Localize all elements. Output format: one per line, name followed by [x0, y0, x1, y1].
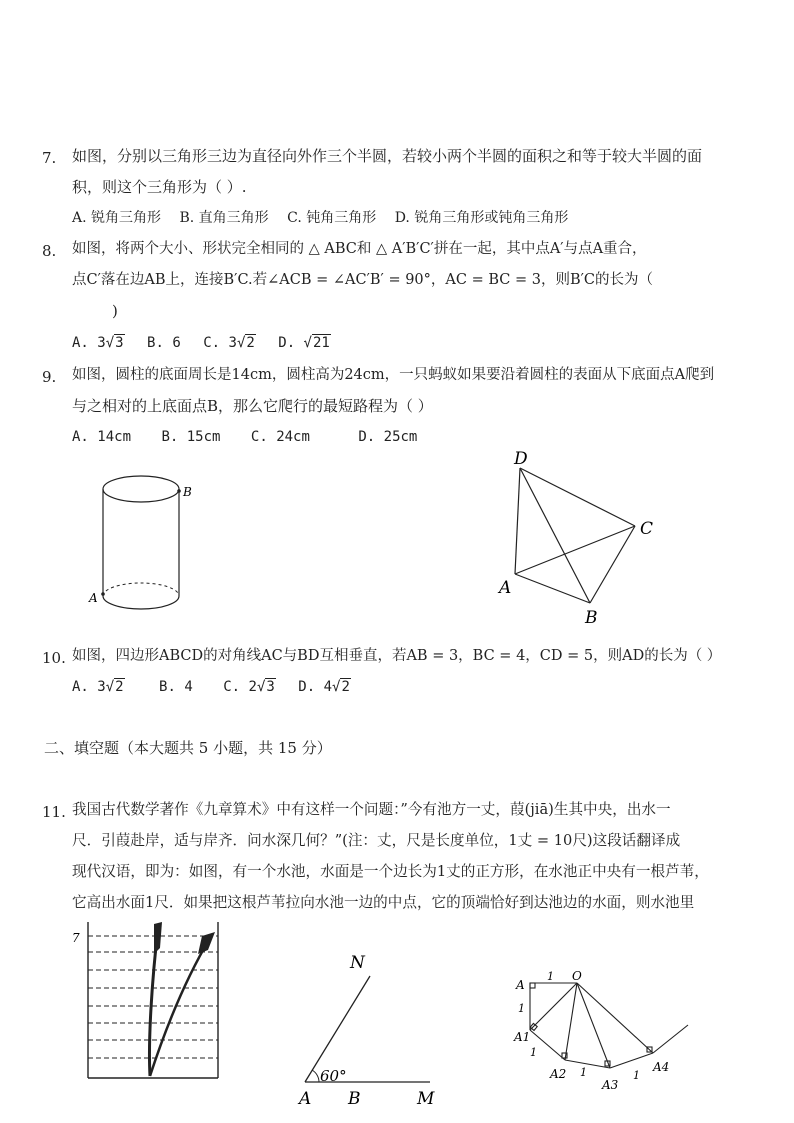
spiral-label-a3: A3	[602, 1078, 619, 1092]
q10-option-c-label: C.	[223, 679, 241, 695]
q10-text-line1: 如图，四边形ABCD的对角线AC与BD互相垂直，若AB = 3，BC = 4，CD = 5，则AD的长为（ ）	[72, 648, 722, 664]
q10-option-d-label: D.	[298, 679, 316, 695]
spiral-label-o: O	[572, 969, 582, 983]
q7-number: 7.	[42, 149, 57, 167]
q8-option-b-value: 6	[172, 335, 181, 351]
q8-option-c-label: C.	[203, 335, 221, 351]
q10-option-a: A. 3√2	[72, 679, 124, 695]
spiral-len-a1a2: 1	[530, 1046, 537, 1059]
q8-text-line1: 如图，将两个大小、形状完全相同的 △ ABC和 △ A′B′C′拼在一起，其中点A′与点A重合，	[72, 241, 647, 257]
spiral-len-a3a4: 1	[633, 1069, 640, 1082]
q9-option-c: C. 24cm	[250, 429, 310, 445]
q11-text-line2: 尺．引葭赴岸，适与岸齐．问水深几何？”(注：丈，尺是长度单位，1丈 = 10尺)这段话翻译成	[72, 832, 681, 849]
q7-text-line2: 积，则这个三角形为（ ）.	[72, 178, 247, 196]
angle-label-a: A	[299, 1089, 312, 1109]
q10-option-d-coef: 4	[323, 679, 332, 695]
section-heading: 二、填空题（本大题共 5 小题，共 15 分）	[44, 739, 332, 757]
q9-text-line2: 与之相对的上底面点B，那么它爬行的最短路程为（ ）	[72, 397, 433, 415]
q8-options	[72, 333, 345, 353]
cylinder-label-a: A	[89, 591, 98, 605]
q8-option-d: D. √21	[278, 335, 330, 351]
spiral-label-a4: A4	[653, 1060, 670, 1074]
q11-text-line4: 它高出水面1尺．如果把这根芦苇拉向水池一边的中点，它的顶端恰好到达池边的水面，则水池里	[72, 894, 695, 911]
q11-text-line3: 现代汉语，即为：如图，有一个水池，水面是一个边长为1丈的正方形，在水池正中央有一根芦苇，	[72, 863, 709, 880]
angle-label-m: M	[417, 1089, 435, 1109]
q10-option-a-radicand: 2	[115, 679, 124, 695]
q8-option-c-radicand: 2	[246, 335, 255, 351]
q7-option-b: B. 直角三角形	[179, 210, 269, 226]
q11-number: 11.	[42, 803, 66, 821]
quad-label-c: C	[640, 519, 654, 539]
q9-option-b: B. 15cm	[161, 429, 221, 445]
q7-option-a: A. 锐角三角形	[72, 210, 162, 226]
q10-option-b	[159, 677, 193, 697]
q8-option-d-label: D.	[278, 335, 296, 351]
q11-text-line1: 我国古代数学著作《九章算术》中有这样一个问题：”今有池方一丈，葭(jiā)生其中央，出水一	[72, 801, 671, 818]
q8-option-b	[147, 333, 181, 353]
q8-number: 8.	[42, 242, 57, 260]
quad-label-a: A	[499, 578, 512, 598]
quad-label-b: B	[585, 608, 598, 628]
q10-option-a-label: A.	[72, 679, 89, 695]
angle-label-b: B	[348, 1089, 361, 1109]
q10-option-b-label: B.	[159, 679, 176, 695]
q10-option-c-coef: 2	[248, 679, 257, 695]
quad-label-d: D	[514, 449, 528, 469]
q8-option-a-coef: 3	[97, 335, 106, 351]
q10-option-d: D. 4√2	[298, 679, 350, 695]
q10-options	[72, 677, 365, 697]
q9-option-d: D. 25cm	[358, 429, 418, 445]
q10-option-a-coef: 3	[97, 679, 106, 695]
spiral-figure	[505, 965, 705, 1095]
quadrilateral-figure	[495, 448, 675, 628]
q9-text-line1: 如图，圆柱的底面周长是14cm，圆柱高为24cm，一只蚂蚁如果要沿着圆柱的表面从下底面点A爬到	[72, 367, 715, 383]
q8-option-a-label: A.	[72, 335, 89, 351]
q9-option-a: A. 14cm	[72, 429, 132, 445]
q8-option-a: A. 3√3	[72, 335, 124, 351]
q9-options	[72, 427, 431, 447]
spiral-label-a: A	[516, 978, 525, 992]
spiral-len-ao: 1	[547, 970, 554, 983]
pond-label: 7	[72, 931, 80, 945]
q10-option-c: C. 2√3	[223, 679, 275, 695]
angle-value: 60°	[320, 1067, 347, 1085]
spiral-label-a2: A2	[550, 1067, 567, 1081]
angle-figure	[295, 948, 445, 1108]
spiral-len-aa1: 1	[518, 1002, 525, 1015]
q8-text-line2: 点C′落在边AB上，连接B′C.若∠ACB = ∠AC′B′ = 90°，AC = BC = 3，则B′C的长为（	[72, 272, 653, 288]
angle-label-n: N	[350, 953, 365, 973]
q7-option-d: D. 锐角三角形或钝角三角形	[394, 210, 569, 226]
q7-text-line1: 如图，分别以三角形三边为直径向外作三个半圆，若较小两个半圆的面积之和等于较大半圆的面	[72, 147, 703, 165]
q9-number: 9.	[42, 368, 57, 386]
q10-option-b-value: 4	[184, 679, 193, 695]
q7-options	[72, 208, 582, 228]
q8-option-b-label: B.	[147, 335, 164, 351]
q8-option-a-radicand: 3	[115, 335, 124, 351]
q7-option-c: C. 钝角三角形	[287, 210, 377, 226]
q8-option-c-coef: 3	[228, 335, 237, 351]
q8-option-c: C. 3√2	[203, 335, 255, 351]
q10-number: 10.	[42, 649, 66, 667]
cylinder-figure	[80, 470, 220, 630]
cylinder-label-b: B	[183, 485, 192, 499]
q10-option-c-radicand: 3	[266, 679, 275, 695]
q8-option-d-radicand: 21	[312, 335, 330, 351]
q8-text-line3: )	[112, 302, 118, 320]
spiral-label-a1: A1	[514, 1030, 531, 1044]
q10-option-d-radicand: 2	[341, 679, 350, 695]
pond-figure	[70, 920, 230, 1080]
spiral-len-a2a3: 1	[580, 1066, 587, 1079]
